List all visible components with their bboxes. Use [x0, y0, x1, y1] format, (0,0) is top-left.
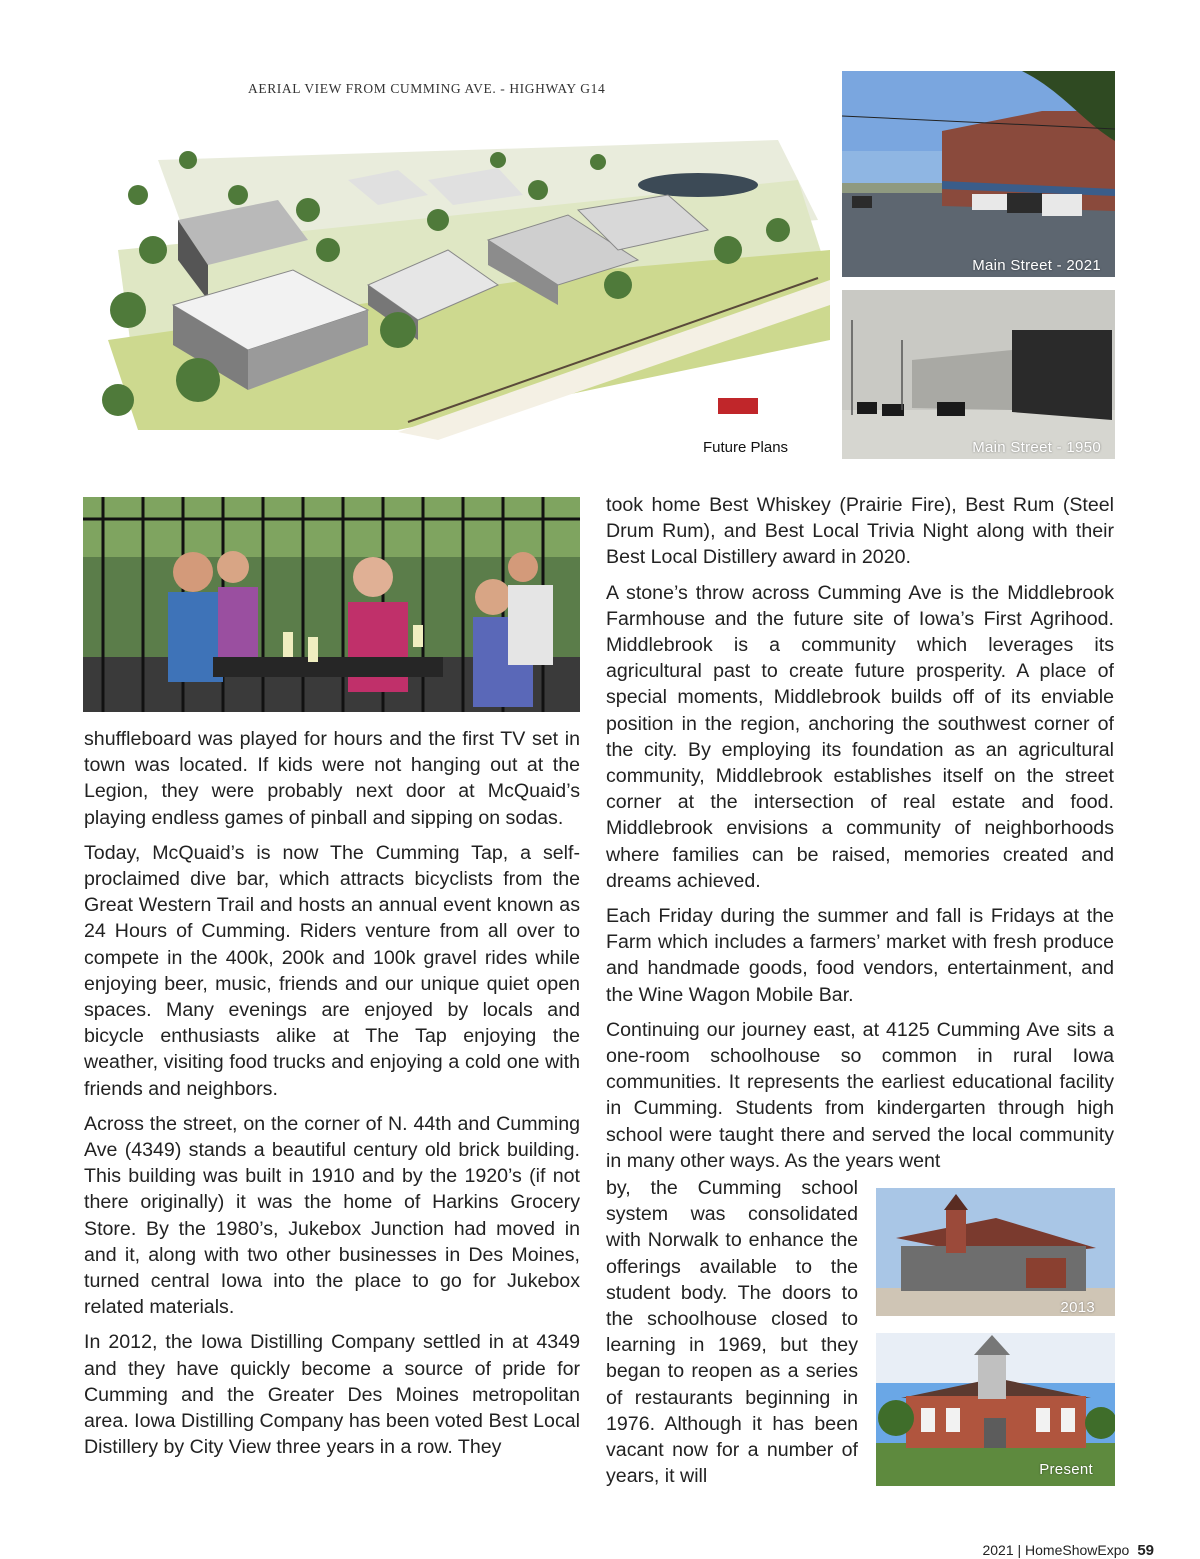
aerial-caption: Future Plans: [703, 439, 789, 456]
schoolhouse-present-photo: [876, 1333, 1115, 1486]
right-wrap-paragraph: by, the Cumming school system was consolidated with Norwalk to enhance the offerings available to the student body. The doors to the schoolhouse closed to learning in 1969, but they began to reopen as a series of restaurants beginning in 1976. Although it has been vacant now for a number of years, it will: [606, 1177, 858, 1488]
page-number: 59: [1137, 1542, 1154, 1559]
main-street-1950-caption: Main Street - 1950: [972, 439, 1101, 456]
left-column: [84, 726, 580, 1469]
right-column: [606, 492, 1114, 1183]
right-wrap-text: [606, 1175, 858, 1489]
right-paragraph-1: took home Best Whiskey (Prairie Fire), Best Rum (Steel Drum Rum), and Best Local Trivia Night along with their Best Local Distillery award in 2020.: [606, 494, 1114, 569]
cumming-tap-patio-photo: [83, 497, 580, 712]
page-footer: [982, 1542, 1154, 1559]
main-street-2021-photo: [842, 71, 1115, 277]
schoolhouse-2013-caption: 2013: [1060, 1299, 1095, 1316]
schoolhouse-2013-photo: [876, 1188, 1115, 1316]
schoolhouse-present-caption: Present: [1039, 1461, 1093, 1478]
main-street-2021-caption: Main Street - 2021: [972, 257, 1101, 274]
aerial-rendering-image: [78, 100, 830, 440]
aerial-title: AERIAL VIEW FROM CUMMING AVE. - HIGHWAY G14: [248, 81, 606, 96]
right-paragraph-2: A stone’s throw across Cumming Ave is the Middlebrook Farmhouse and the future site of Iowa’s First Agrihood. Middlebrook is a community which leverages its agricultural past to create future prosperity. A place of special moments, Middlebrook builds off of its enviable position in the region, anchoring the southwest corner of the city. By employing its foundation as an agricultural community, Middlebrook establishes itself on the street corner at the intersection of real estate and food. Middlebrook envisions a community of neighborhoods where families can be raised, memories created and dreams achieved.: [606, 581, 1114, 892]
footer-publication: 2021 | HomeShowExpo: [982, 1542, 1130, 1558]
left-paragraph-4: In 2012, the Iowa Distilling Company settled in at 4349 and they have quickly become a source of pride for Cumming and the Greater Des Moines metropolitan area. Iowa Distilling Company has been voted Best Local Distillery by City View three years in a row. They: [84, 1331, 580, 1459]
left-paragraph-3: Across the street, on the corner of N. 44th and Cumming Ave (4349) stands a beautiful century old brick building. This building was built in 1910 and by the 1920’s (if not there originally) it was the home of Harkins Grocery Store. By the 1980’s, Jukebox Junction had moved in and it, along with two other businesses in Des Moines, turned central Iowa into the place to go for Jukebox related materials.: [84, 1112, 580, 1319]
left-paragraph-1: shuffleboard was played for hours and the first TV set in town was located. If kids were not hanging out at the Legion, they were probably next door at McQuaid’s playing endless games of pinball and sipping on sodas.: [84, 728, 580, 829]
left-paragraph-2: Today, McQuaid’s is now The Cumming Tap, a self-proclaimed dive bar, which attracts bicyclists from the Great Western Trail and hosts an annual event known as 24 Hours of Cumming. Riders venture from all over to compete in the 400k, 200k and 100k gravel rides while enjoying beer, music, friends and our unique quiet open spaces. Many evenings are enjoyed by locals and bicycle enthusiasts alike at The Tap enjoying the weather, visiting food trucks and enjoying a cold one with friends and neighbors.: [84, 841, 580, 1100]
right-paragraph-4: Continuing our journey east, at 4125 Cumming Ave sits a one-room schoolhouse so common in rural Iowa communities. It represents the earliest educational facility in Cumming. Students from kindergarten through high school were taught there and served the local community in many other ways. As the years went: [606, 1018, 1114, 1172]
main-street-1950-photo: [842, 290, 1115, 459]
right-paragraph-3: Each Friday during the summer and fall is Fridays at the Farm which includes a farmers’ market with fresh produce and handmade goods, food vendors, entertainment, and the Wine Wagon Mobile Bar.: [606, 905, 1114, 1006]
